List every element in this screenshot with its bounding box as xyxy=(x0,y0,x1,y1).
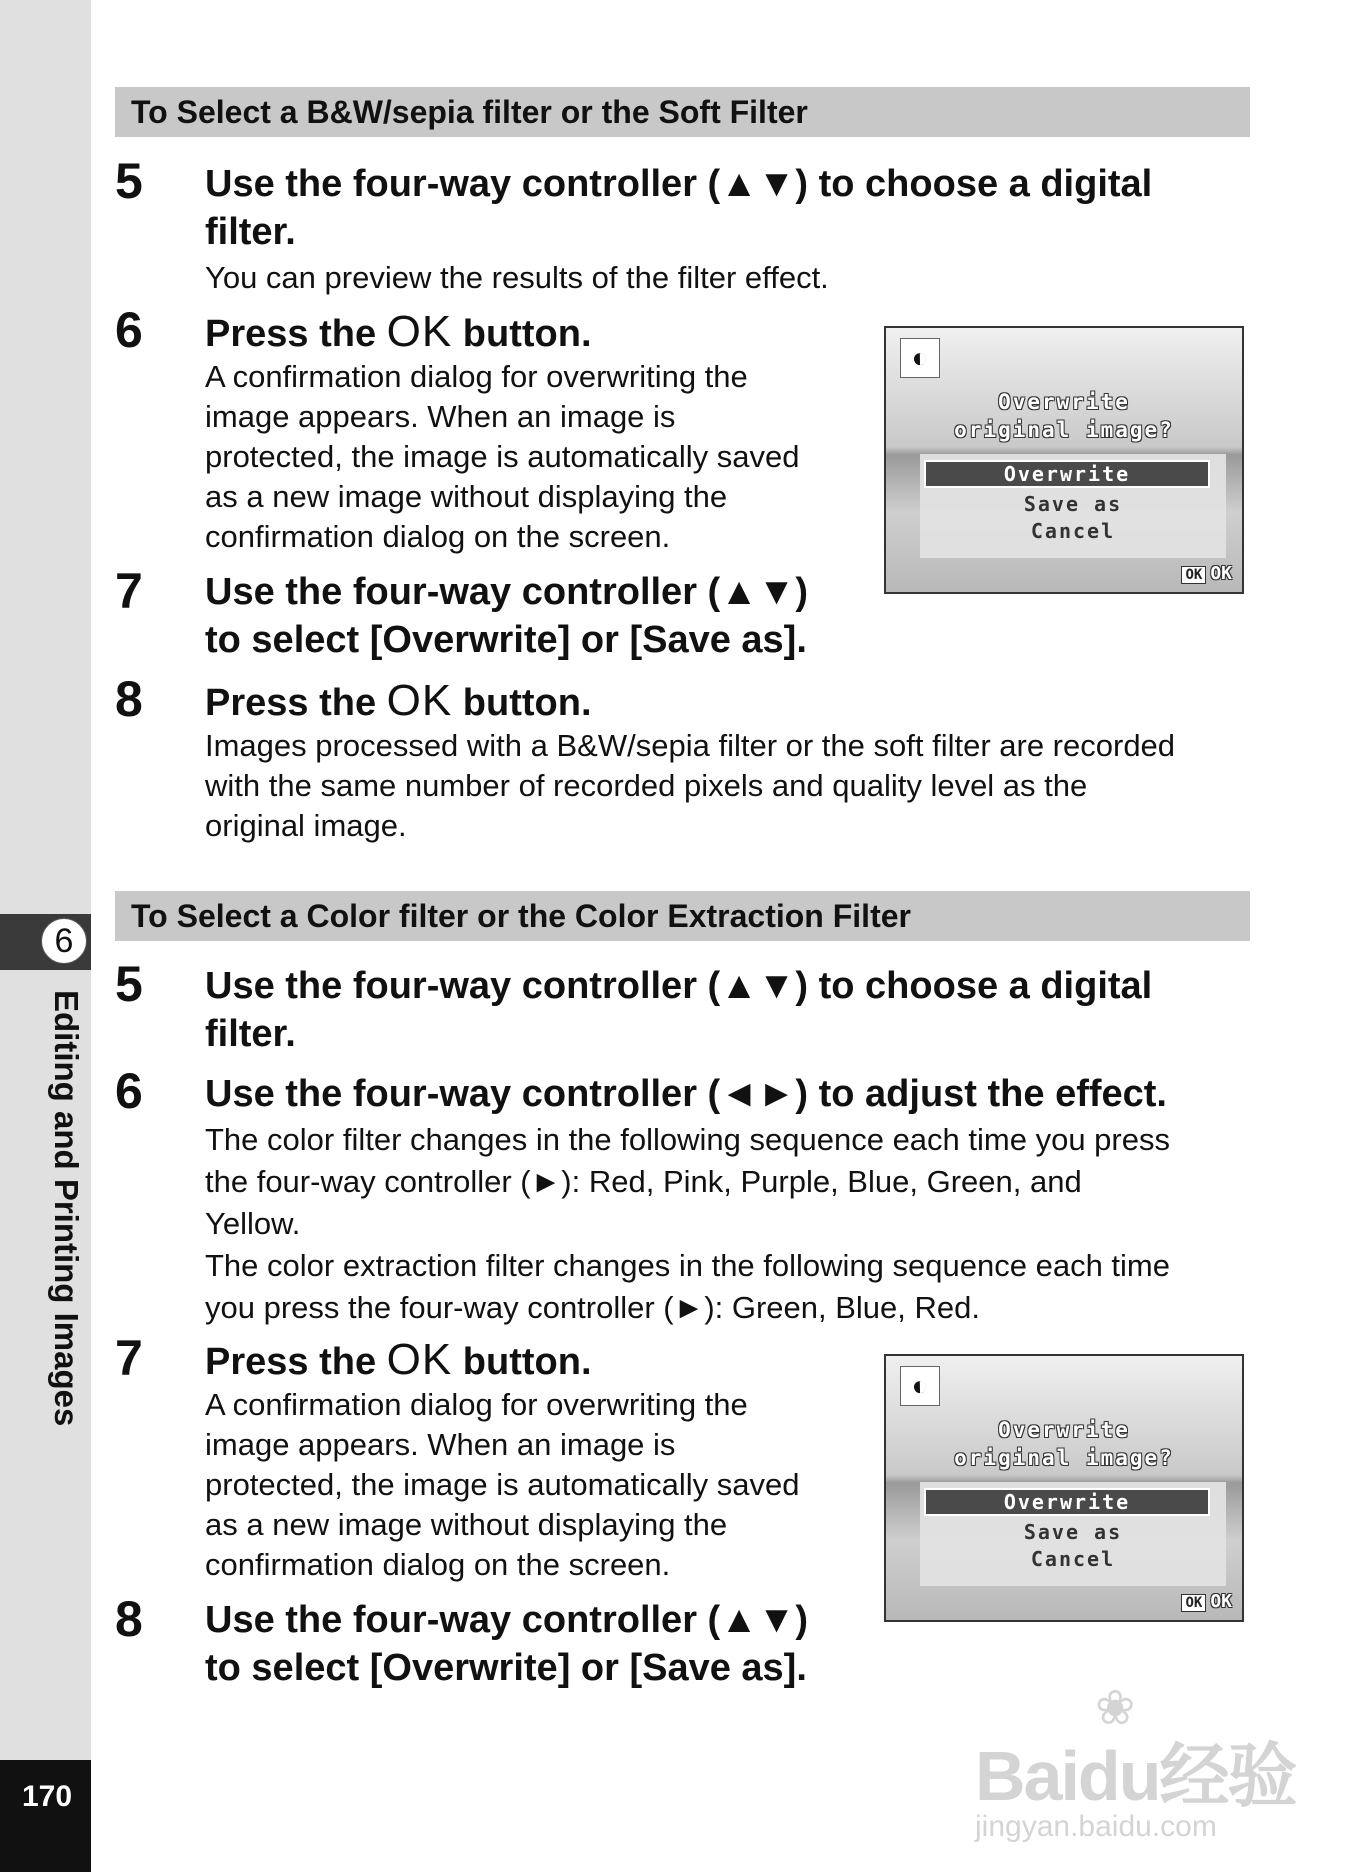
chapter-title: Editing and Printing Images xyxy=(48,990,85,1427)
lcd-menu xyxy=(920,1482,1226,1586)
ok-button-icon: OK xyxy=(1181,566,1206,584)
lcd-option-save-as[interactable]: Save as xyxy=(1023,492,1123,516)
lcd-ok-indicator: OK OK xyxy=(1181,1591,1232,1612)
lcd-option-save-as[interactable]: Save as xyxy=(1023,1520,1123,1544)
step-title-line: Use the four-way controller (▲▼) xyxy=(205,571,809,613)
lcd-option-cancel[interactable]: Cancel xyxy=(1030,1547,1116,1571)
body-line: protected, the image is automatically saved xyxy=(205,439,800,474)
step-title-line: filter. xyxy=(205,1013,296,1055)
lcd-option-cancel[interactable]: Cancel xyxy=(1030,519,1116,543)
step-title-line: Use the four-way controller (◄►) to adjust the effect. xyxy=(205,1073,1167,1115)
lcd-option-overwrite[interactable]: Overwrite xyxy=(924,460,1210,488)
step-title xyxy=(205,962,1152,1058)
section-heading-color-filter: To Select a Color filter or the Color Extraction Filter xyxy=(115,891,1250,941)
body-line: as a new image without displaying the xyxy=(205,479,728,514)
ok-glyph: OK xyxy=(386,307,453,356)
step-title: Press the OK button. xyxy=(205,1335,592,1384)
lcd-ok-indicator: OK OK xyxy=(1181,563,1232,584)
step-title-line: to select [Overwrite] or [Save as]. xyxy=(205,619,807,661)
paw-icon: ❀ xyxy=(1095,1682,1136,1735)
body-line: with the same number of recorded pixels and quality level as the xyxy=(205,768,1088,803)
body-line: The color extraction filter changes in the following sequence each time xyxy=(205,1248,1170,1283)
body-line: Images processed with a B&W/sepia filter or the soft filter are recorded xyxy=(205,728,1176,763)
step-title xyxy=(205,1070,1167,1118)
lcd-option-overwrite[interactable]: Overwrite xyxy=(924,1488,1210,1516)
step-title-line: Use the four-way controller (▲▼) to choose a digital xyxy=(205,163,1153,205)
step-title-line: to select [Overwrite] or [Save as]. xyxy=(205,1647,807,1689)
body-line: confirmation dialog on the screen. xyxy=(205,1547,671,1582)
step-number: 7 xyxy=(115,1330,143,1386)
ok-glyph: OK xyxy=(386,676,453,725)
step-number: 7 xyxy=(115,563,143,619)
step-title-line: filter. xyxy=(205,211,296,253)
lcd-question: Overwrite xyxy=(998,1418,1130,1442)
page-number-box xyxy=(0,1760,91,1872)
step-number: 6 xyxy=(115,1063,143,1119)
step-body xyxy=(205,726,1175,846)
lcd-question: original image? xyxy=(954,418,1174,442)
step-title xyxy=(205,568,808,664)
lcd-question: original image? xyxy=(954,1446,1174,1470)
step-title: Press the OK button. xyxy=(205,676,592,725)
lcd-question: Overwrite xyxy=(998,390,1130,414)
body-line: A confirmation dialog for overwriting the xyxy=(205,1387,748,1422)
body-line: Yellow. xyxy=(205,1206,301,1241)
camera-lcd-confirmation xyxy=(884,326,1244,594)
body-line: confirmation dialog on the screen. xyxy=(205,519,671,554)
digital-filter-icon: ◐ xyxy=(900,338,940,378)
step-body xyxy=(205,1119,1170,1329)
baidu-watermark: ❀ Baidu经验 jingyan.baidu.com xyxy=(975,1682,1296,1843)
lcd-menu xyxy=(920,454,1226,558)
step-title-line: Use the four-way controller (▲▼) xyxy=(205,1599,809,1641)
ok-glyph: OK xyxy=(386,1335,453,1384)
ok-button-icon: OK xyxy=(1181,1594,1206,1612)
step-title-line: Use the four-way controller (▲▼) to choose a digital xyxy=(205,965,1153,1007)
chapter-number: 6 xyxy=(41,918,87,964)
body-line: as a new image without displaying the xyxy=(205,1507,728,1542)
page-number: 170 xyxy=(22,1780,73,1813)
step-title: Press the OK button. xyxy=(205,307,592,356)
body-line: A confirmation dialog for overwriting the xyxy=(205,359,748,394)
step-title xyxy=(205,1596,808,1692)
body-line: original image. xyxy=(205,808,407,843)
body-line: you press the four-way controller (►): Green, Blue, Red. xyxy=(205,1290,980,1325)
body-line: the four-way controller (►): Red, Pink, Purple, Blue, Green, and xyxy=(205,1164,1082,1199)
step-number: 6 xyxy=(115,302,143,358)
step-number: 5 xyxy=(115,956,143,1012)
step-number: 8 xyxy=(115,1591,143,1647)
step-body xyxy=(205,357,799,557)
step-number: 8 xyxy=(115,671,143,727)
digital-filter-icon: ◐ xyxy=(900,1366,940,1406)
body-line: protected, the image is automatically saved xyxy=(205,1467,800,1502)
section-heading-bw-sepia: To Select a B&W/sepia filter or the Soft Filter xyxy=(115,87,1250,137)
body-line: image appears. When an image is xyxy=(205,399,676,434)
step-title xyxy=(205,160,1152,256)
camera-lcd-confirmation xyxy=(884,1354,1244,1622)
step-body xyxy=(205,1385,799,1585)
step-number: 5 xyxy=(115,153,143,209)
body-line: The color filter changes in the following sequence each time you press xyxy=(205,1122,1170,1157)
body-line: You can preview the results of the filter effect. xyxy=(205,260,829,295)
body-line: image appears. When an image is xyxy=(205,1427,676,1462)
step-body xyxy=(205,258,829,298)
